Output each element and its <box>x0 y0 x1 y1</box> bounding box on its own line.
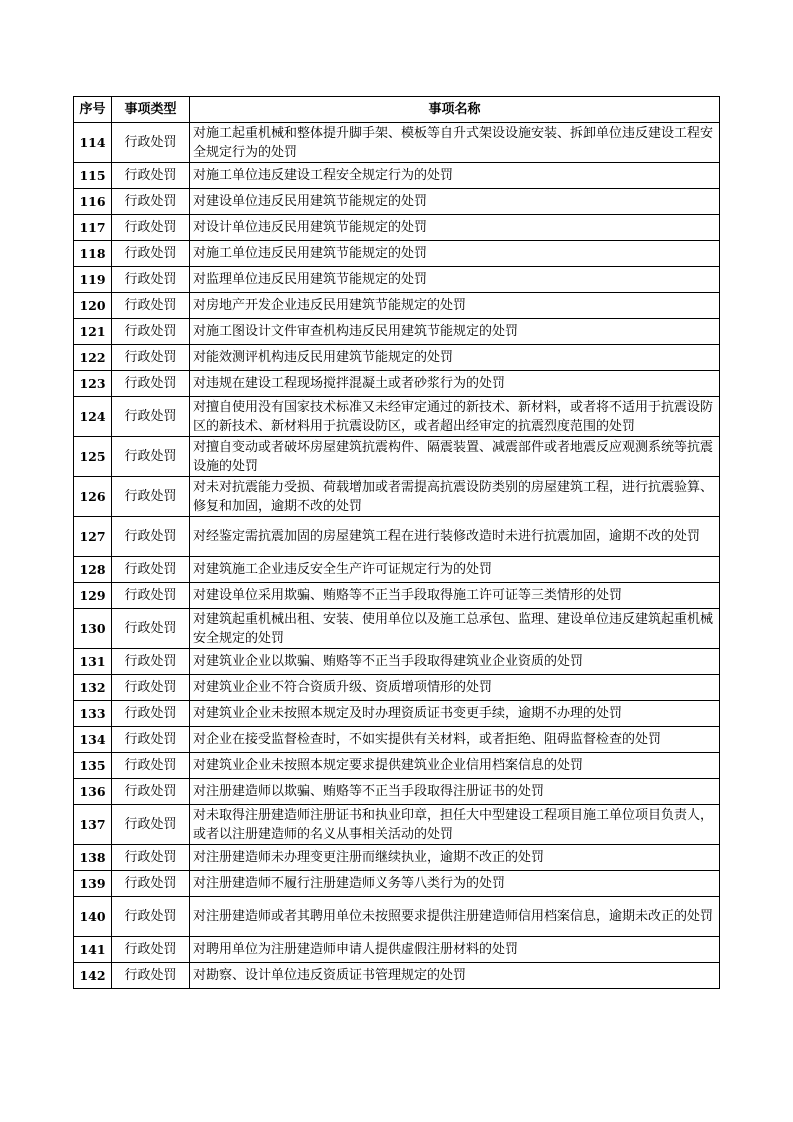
row-item-type: 行政处罚 <box>112 345 190 371</box>
row-item-type: 行政处罚 <box>112 397 190 437</box>
row-number: 119 <box>74 267 112 293</box>
row-item-type: 行政处罚 <box>112 293 190 319</box>
row-number: 131 <box>74 649 112 675</box>
table-row <box>74 963 720 989</box>
row-item-name: 对建筑起重机械出租、安装、使用单位以及施工总承包、监理、建设单位违反建筑起重机械安全规定的处罚 <box>190 609 720 649</box>
row-number: 120 <box>74 293 112 319</box>
row-number: 132 <box>74 675 112 701</box>
row-item-type: 行政处罚 <box>112 189 190 215</box>
row-number: 138 <box>74 845 112 871</box>
row-item-name: 对擅自使用没有国家技术标准又未经审定通过的新技术、新材料，或者将不适用于抗震设防区的新技术、新材料用于抗震设防区，或者超出经审定的抗震烈度范围的处罚 <box>190 397 720 437</box>
row-item-name: 对勘察、设计单位违反资质证书管理规定的处罚 <box>190 963 720 989</box>
row-item-type: 行政处罚 <box>112 583 190 609</box>
row-number: 115 <box>74 163 112 189</box>
row-number: 124 <box>74 397 112 437</box>
row-item-name: 对违规在建设工程现场搅拌混凝土或者砂浆行为的处罚 <box>190 371 720 397</box>
row-number: 134 <box>74 727 112 753</box>
row-item-type: 行政处罚 <box>112 267 190 293</box>
table-row <box>74 727 720 753</box>
table-row <box>74 583 720 609</box>
table-row <box>74 845 720 871</box>
row-item-type: 行政处罚 <box>112 779 190 805</box>
table-row <box>74 517 720 557</box>
row-item-name: 对施工单位违反建设工程安全规定行为的处罚 <box>190 163 720 189</box>
row-number: 129 <box>74 583 112 609</box>
table-row <box>74 163 720 189</box>
row-item-name: 对建筑业企业以欺骗、贿赂等不正当手段取得建筑业企业资质的处罚 <box>190 649 720 675</box>
row-item-type: 行政处罚 <box>112 371 190 397</box>
row-number: 118 <box>74 241 112 267</box>
table-row <box>74 123 720 163</box>
row-item-name: 对施工单位违反民用建筑节能规定的处罚 <box>190 241 720 267</box>
table-row <box>74 345 720 371</box>
row-number: 125 <box>74 437 112 477</box>
row-item-type: 行政处罚 <box>112 675 190 701</box>
row-number: 128 <box>74 557 112 583</box>
header-number: 序号 <box>74 97 112 123</box>
row-item-name: 对建筑业企业不符合资质升级、资质增项情形的处罚 <box>190 675 720 701</box>
header-item-name: 事项名称 <box>190 97 720 123</box>
row-item-type: 行政处罚 <box>112 123 190 163</box>
row-item-name: 对注册建造师或者其聘用单位未按照要求提供注册建造师信用档案信息，逾期未改正的处罚 <box>190 897 720 937</box>
row-item-name: 对擅自变动或者破坏房屋建筑抗震构件、隔震装置、减震部件或者地震反应观测系统等抗震设施的处罚 <box>190 437 720 477</box>
table-row <box>74 675 720 701</box>
row-item-type: 行政处罚 <box>112 753 190 779</box>
row-number: 141 <box>74 937 112 963</box>
table-row <box>74 371 720 397</box>
header-item-type: 事项类型 <box>112 97 190 123</box>
table-row <box>74 397 720 437</box>
table-row <box>74 477 720 517</box>
table-row <box>74 437 720 477</box>
table-row <box>74 779 720 805</box>
row-item-type: 行政处罚 <box>112 937 190 963</box>
row-item-name: 对能效测评机构违反民用建筑节能规定的处罚 <box>190 345 720 371</box>
row-item-name: 对施工起重机械和整体提升脚手架、模板等自升式架设设施安装、拆卸单位违反建设工程安全规定行为的处罚 <box>190 123 720 163</box>
row-item-name: 对注册建造师不履行注册建造师义务等八类行为的处罚 <box>190 871 720 897</box>
table-row <box>74 189 720 215</box>
row-item-type: 行政处罚 <box>112 163 190 189</box>
row-item-type: 行政处罚 <box>112 241 190 267</box>
row-item-type: 行政处罚 <box>112 871 190 897</box>
table-row <box>74 871 720 897</box>
row-item-name: 对企业在接受监督检查时，不如实提供有关材料，或者拒绝、阻碍监督检查的处罚 <box>190 727 720 753</box>
row-number: 135 <box>74 753 112 779</box>
row-number: 127 <box>74 517 112 557</box>
table-row <box>74 557 720 583</box>
table-row <box>74 293 720 319</box>
row-item-type: 行政处罚 <box>112 845 190 871</box>
row-item-type: 行政处罚 <box>112 727 190 753</box>
row-number: 117 <box>74 215 112 241</box>
row-number: 133 <box>74 701 112 727</box>
row-item-type: 行政处罚 <box>112 963 190 989</box>
row-number: 116 <box>74 189 112 215</box>
row-item-name: 对未对抗震能力受损、荷载增加或者需提高抗震设防类别的房屋建筑工程，进行抗震验算、修复和加固，逾期不改的处罚 <box>190 477 720 517</box>
row-item-type: 行政处罚 <box>112 609 190 649</box>
row-item-type: 行政处罚 <box>112 437 190 477</box>
table-row <box>74 897 720 937</box>
row-item-name: 对注册建造师以欺骗、贿赂等不正当手段取得注册证书的处罚 <box>190 779 720 805</box>
row-item-type: 行政处罚 <box>112 215 190 241</box>
row-number: 136 <box>74 779 112 805</box>
row-number: 142 <box>74 963 112 989</box>
row-item-type: 行政处罚 <box>112 557 190 583</box>
row-number: 121 <box>74 319 112 345</box>
row-item-type: 行政处罚 <box>112 517 190 557</box>
table-row <box>74 609 720 649</box>
header-row <box>74 97 720 123</box>
row-item-name: 对聘用单位为注册建造师申请人提供虚假注册材料的处罚 <box>190 937 720 963</box>
table-row <box>74 319 720 345</box>
table-row <box>74 753 720 779</box>
row-item-name: 对建筑业企业未按照本规定及时办理资质证书变更手续，逾期不办理的处罚 <box>190 701 720 727</box>
row-item-name: 对设计单位违反民用建筑节能规定的处罚 <box>190 215 720 241</box>
table-row <box>74 937 720 963</box>
row-item-name: 对建筑业企业未按照本规定要求提供建筑业企业信用档案信息的处罚 <box>190 753 720 779</box>
row-item-type: 行政处罚 <box>112 477 190 517</box>
table-row <box>74 805 720 845</box>
table-row <box>74 215 720 241</box>
row-number: 139 <box>74 871 112 897</box>
row-item-type: 行政处罚 <box>112 649 190 675</box>
row-item-type: 行政处罚 <box>112 701 190 727</box>
table-row <box>74 649 720 675</box>
row-item-type: 行政处罚 <box>112 319 190 345</box>
row-item-name: 对经鉴定需抗震加固的房屋建筑工程在进行装修改造时未进行抗震加固，逾期不改的处罚 <box>190 517 720 557</box>
items-table <box>73 96 720 989</box>
row-number: 123 <box>74 371 112 397</box>
row-number: 130 <box>74 609 112 649</box>
row-number: 126 <box>74 477 112 517</box>
row-item-type: 行政处罚 <box>112 805 190 845</box>
row-item-name: 对房地产开发企业违反民用建筑节能规定的处罚 <box>190 293 720 319</box>
row-number: 140 <box>74 897 112 937</box>
row-item-name: 对建设单位采用欺骗、贿赂等不正当手段取得施工许可证等三类情形的处罚 <box>190 583 720 609</box>
row-number: 114 <box>74 123 112 163</box>
row-item-name: 对建筑施工企业违反安全生产许可证规定行为的处罚 <box>190 557 720 583</box>
row-item-name: 对施工图设计文件审查机构违反民用建筑节能规定的处罚 <box>190 319 720 345</box>
row-item-name: 对监理单位违反民用建筑节能规定的处罚 <box>190 267 720 293</box>
row-item-name: 对注册建造师未办理变更注册而继续执业，逾期不改正的处罚 <box>190 845 720 871</box>
row-number: 122 <box>74 345 112 371</box>
table-row <box>74 267 720 293</box>
row-number: 137 <box>74 805 112 845</box>
row-item-name: 对建设单位违反民用建筑节能规定的处罚 <box>190 189 720 215</box>
row-item-type: 行政处罚 <box>112 897 190 937</box>
table-row <box>74 701 720 727</box>
table-row <box>74 241 720 267</box>
row-item-name: 对未取得注册建造师注册证书和执业印章，担任大中型建设工程项目施工单位项目负责人，或者以注册建造师的名义从事相关活动的处罚 <box>190 805 720 845</box>
